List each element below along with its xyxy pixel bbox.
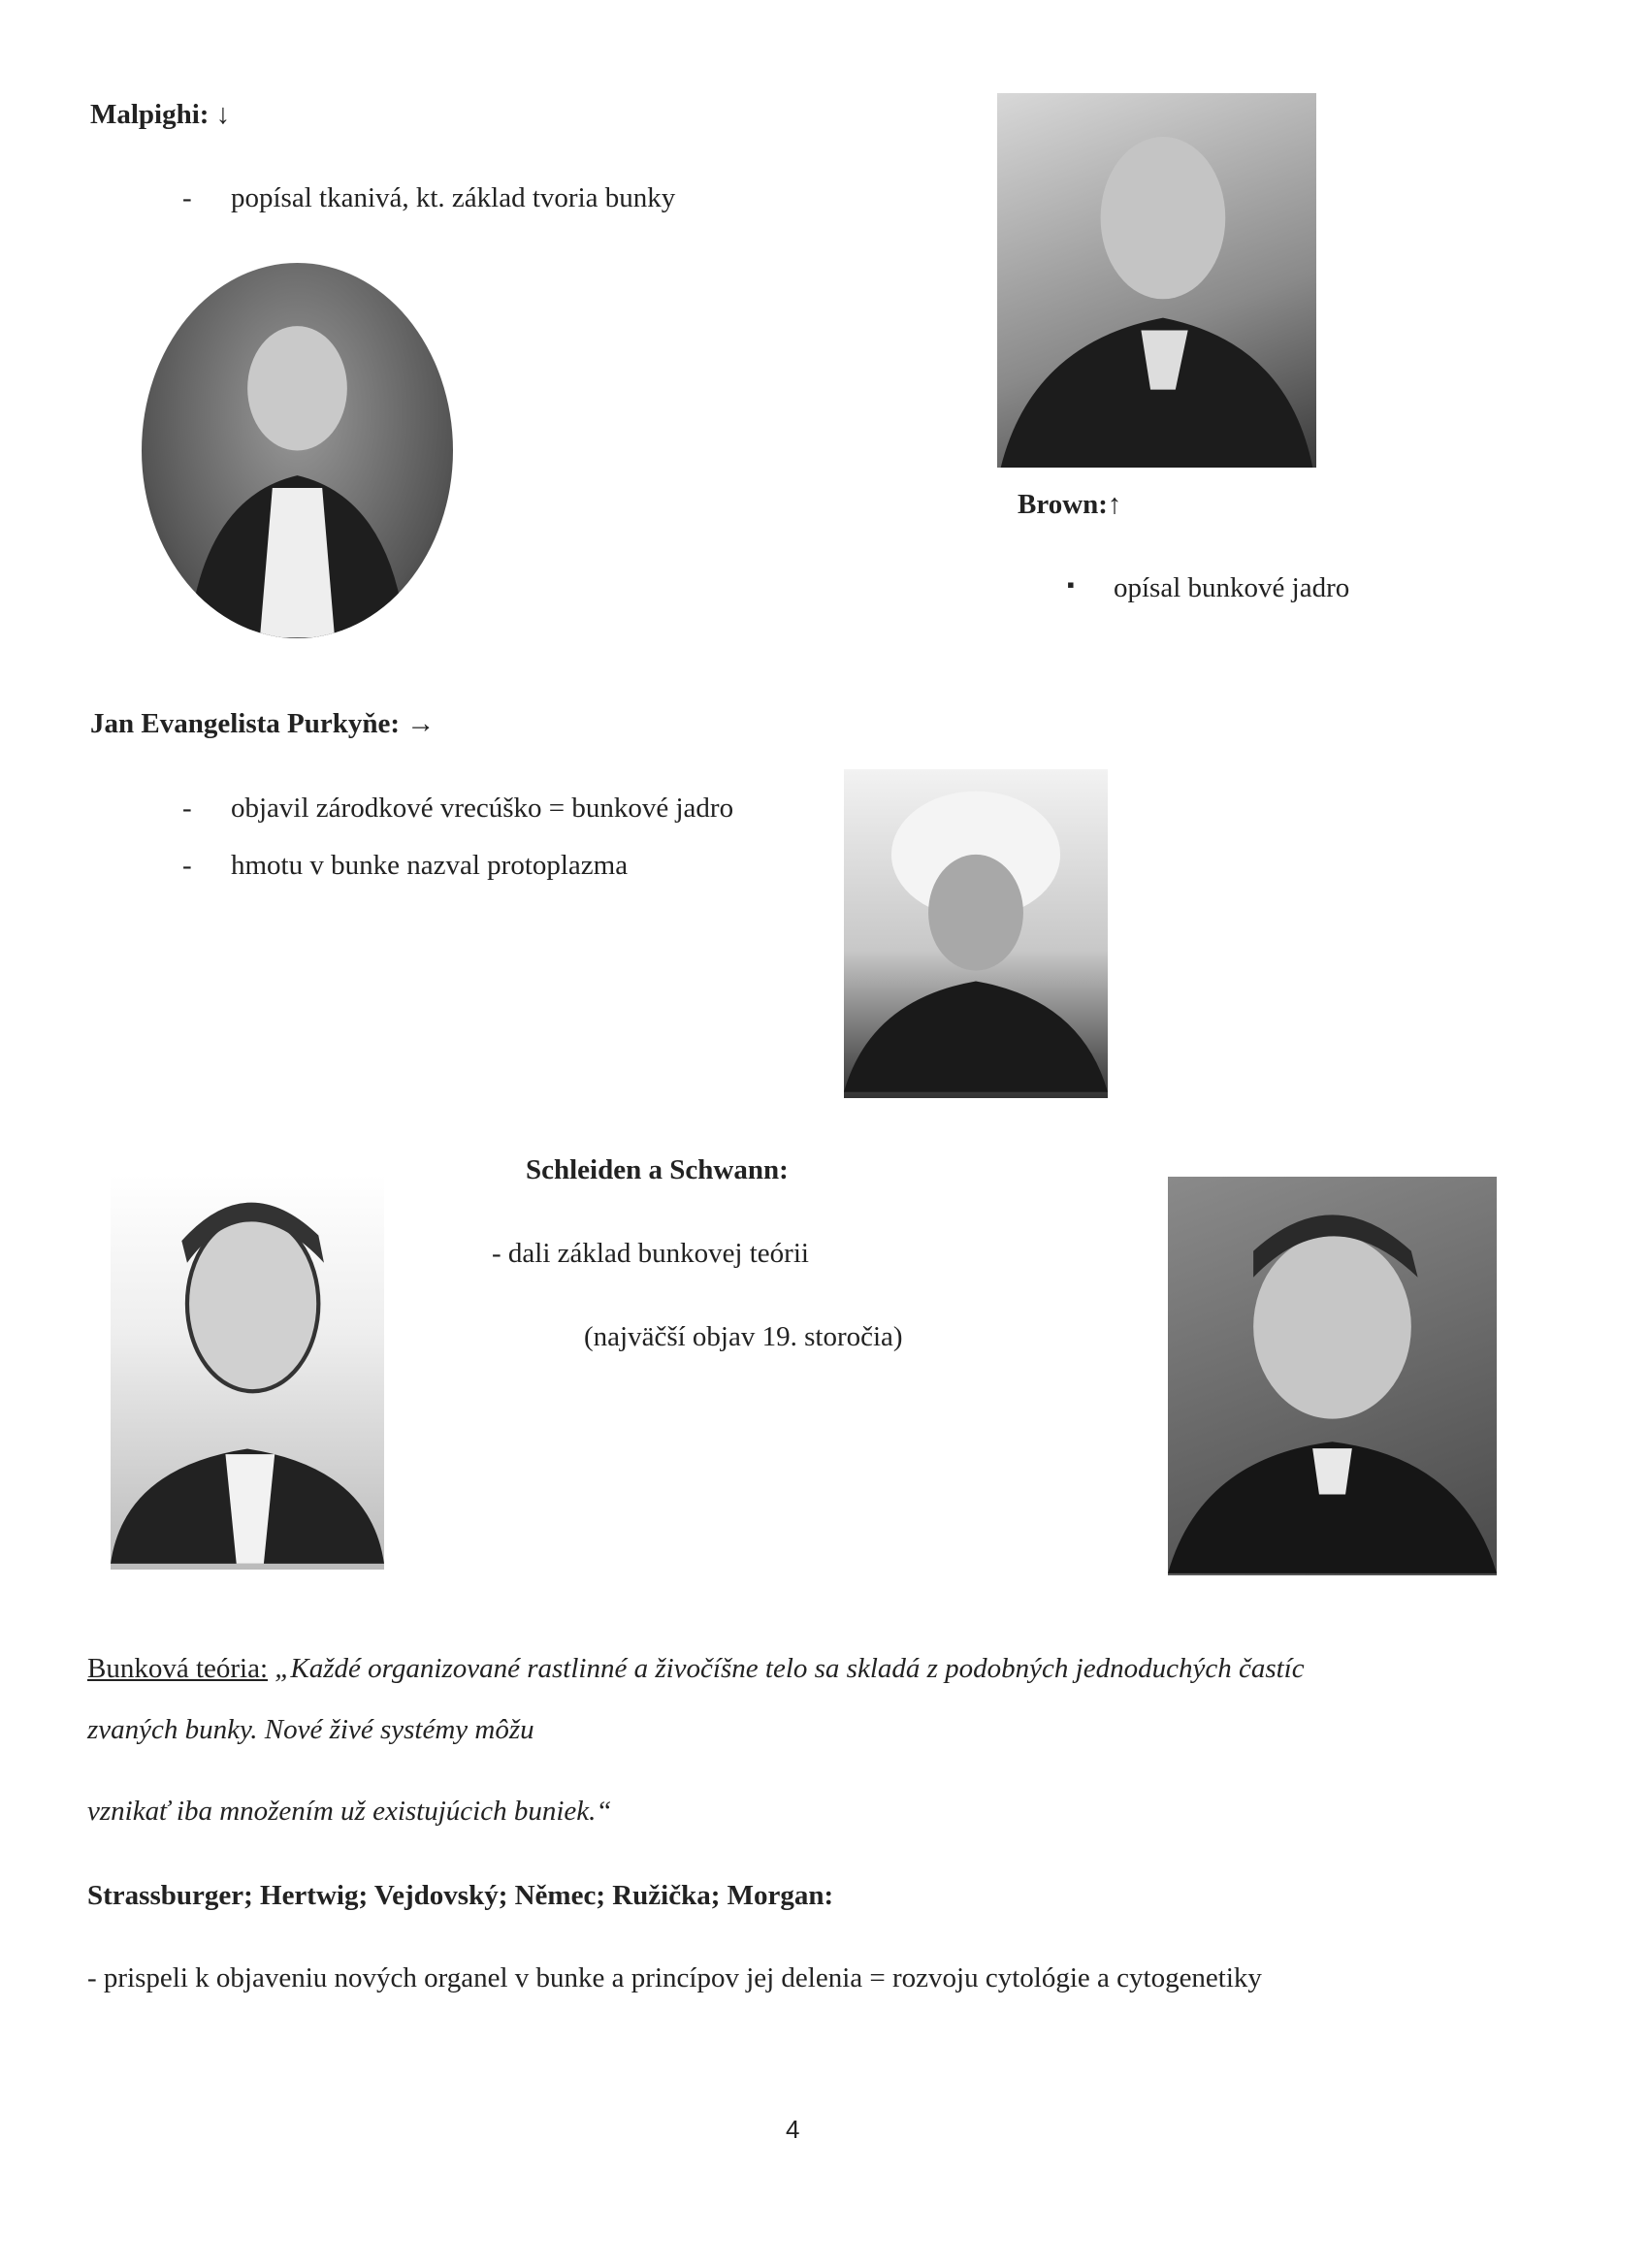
schleiden-schwann-item: - dali základ bunkovej teórii (492, 1238, 809, 1269)
purkyne-heading: Jan Evangelista Purkyňe: → (90, 708, 436, 739)
later-scientists-heading: Strassburger; Hertwig; Vejdovský; Němec; Ružička; Morgan: (87, 1880, 834, 1911)
malpighi-heading: Malpighi: ↓ (90, 99, 231, 130)
dash: - (182, 793, 192, 824)
cell-theory-quote-line: „Každé organizované rastlinné a živočíšne telo sa skladá z podobných jednoduchých častíc (275, 1653, 1305, 1684)
schleiden-portrait (111, 1175, 384, 1570)
schleiden-schwann-heading: Schleiden a Schwann: (526, 1154, 789, 1185)
purkyne-item: hmotu v bunke nazval protoplazma (231, 850, 629, 881)
cell-theory-label: Bunková teória: (87, 1653, 269, 1684)
page-number: 4 (786, 2115, 800, 2144)
cell-theory-quote-line: zvaných bunky. Nové živé systémy môžu (87, 1714, 534, 1745)
dash: - (182, 850, 192, 881)
purkyne-portrait (844, 769, 1108, 1098)
schleiden-schwann-note: (najväčší objav 19. storočia) (584, 1321, 903, 1352)
malpighi-item: popísal tkanivá, kt. základ tvoria bunky (231, 182, 676, 213)
schwann-portrait (1168, 1177, 1497, 1575)
purkyne-item: objavil zárodkové vrecúško = bunkové jadro (231, 793, 734, 824)
brown-heading: Brown:↑ (1018, 489, 1122, 520)
cell-theory-paragraph (87, 1655, 1305, 1683)
bullet-icon: ▪ (1067, 572, 1075, 597)
cell-theory-quote-line: vznikať iba množením už existujúcich buniek.“ (87, 1796, 612, 1827)
dash: - (182, 182, 192, 213)
brown-portrait (997, 93, 1316, 468)
later-scientists-text: - prispeli k objaveniu nových organel v bunke a princípov jej delenia = rozvoju cytológie a cytogenetiky (87, 1962, 1262, 1993)
malpighi-portrait (142, 263, 453, 638)
brown-item: opísal bunkové jadro (1114, 572, 1350, 603)
